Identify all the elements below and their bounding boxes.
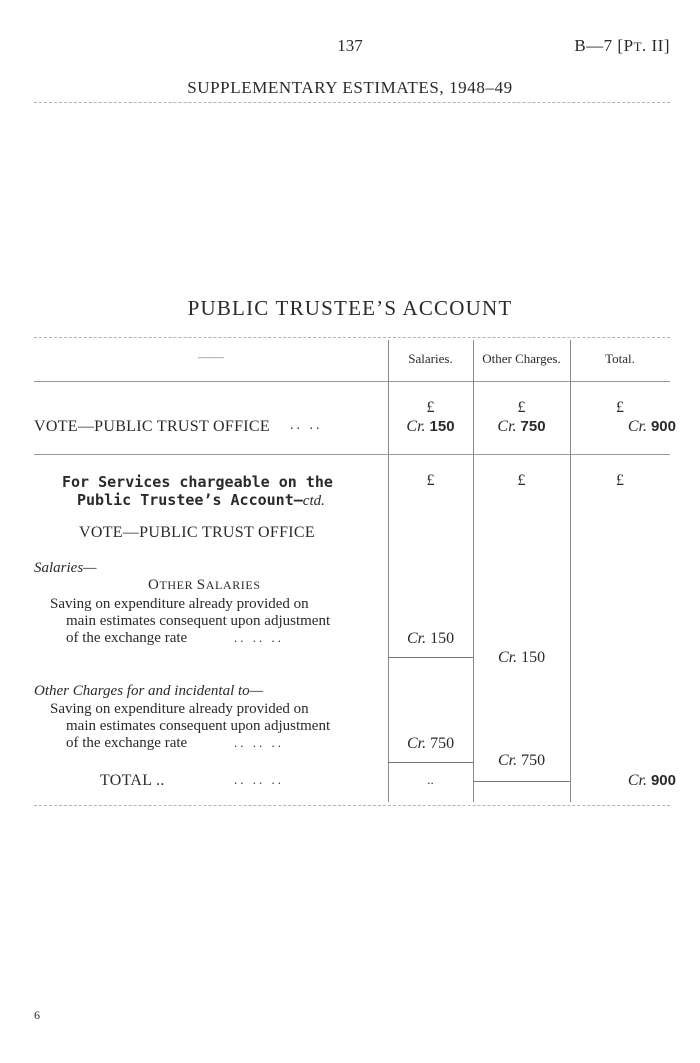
detail-vote-label: VOTE—PUBLIC TRUST OFFICE (79, 524, 315, 541)
other-charges-heading: Other Charges for and incidental to— (34, 683, 264, 699)
summary-other-currency: £ (517, 399, 526, 416)
salaries-subtotal-value: Cr. 150 (497, 649, 546, 666)
summary-bottom-rule (34, 454, 670, 455)
other-item-rule (388, 762, 473, 763)
summary-other-charges: Cr. 750 (497, 418, 546, 435)
page-number: 137 (337, 36, 363, 55)
table-header-rule (34, 381, 670, 382)
header-rule (34, 102, 670, 103)
header-total: Total. (605, 351, 635, 366)
salaries-heading: Salaries— (34, 560, 97, 576)
salaries-subtotal-rule (388, 657, 473, 658)
footer-signature: 6 (34, 1008, 40, 1022)
salaries-saving-line2: main estimates consequent upon adjustment (66, 613, 331, 629)
salaries-saving-line1: Saving on expenditure already provided on (50, 596, 309, 612)
section-title: PUBLIC TRUSTEE’S ACCOUNT (187, 296, 513, 320)
total-value: Cr. 900 (627, 772, 676, 789)
detail-salaries-currency: £ (426, 472, 435, 489)
summary-total: Cr. 900 (627, 418, 676, 435)
salaries-item-value: Cr. 150 (406, 630, 455, 647)
detail-total-currency: £ (616, 472, 624, 489)
summary-vote-label: VOTE—PUBLIC TRUST OFFICE (34, 418, 270, 435)
detail-other-currency: £ (517, 472, 526, 489)
detail-heading-line1: For Services chargeable on the (62, 473, 333, 491)
summary-salaries-currency: £ (426, 399, 435, 416)
header-description: —— (198, 349, 224, 364)
other-subtotal-rule (473, 781, 570, 782)
header-salaries: Salaries. (408, 351, 453, 366)
running-title: SUPPLEMENTARY ESTIMATES, 1948–49 (187, 78, 513, 97)
salaries-leader: .. .. .. (234, 630, 284, 645)
header-other-charges: Other Charges. (482, 351, 561, 366)
total-leader: .. .. .. (234, 772, 284, 787)
total-salaries: .. (427, 772, 434, 787)
table-bottom-rule (34, 805, 670, 806)
other-subtotal-value: Cr. 750 (497, 752, 546, 769)
total-label: TOTAL .. (100, 772, 165, 789)
salaries-saving-line3: of the exchange rate (66, 630, 188, 646)
document-reference: B—7 [PT. II] (574, 36, 670, 55)
other-leader: .. .. .. (234, 735, 284, 750)
summary-total-currency: £ (616, 399, 624, 416)
table-top-rule (34, 337, 670, 338)
other-item-value: Cr. 750 (406, 735, 455, 752)
other-saving-line2: main estimates consequent upon adjustment (66, 718, 331, 734)
summary-leader: .. .. (290, 418, 323, 433)
other-salaries-heading: OTHER SALARIES (148, 577, 261, 593)
detail-heading-line2: Public Trustee’s Account—ctd. (77, 491, 325, 509)
summary-salaries: Cr. 150 (406, 418, 455, 435)
other-saving-line3: of the exchange rate (66, 735, 188, 751)
other-saving-line1: Saving on expenditure already provided on (50, 701, 309, 717)
